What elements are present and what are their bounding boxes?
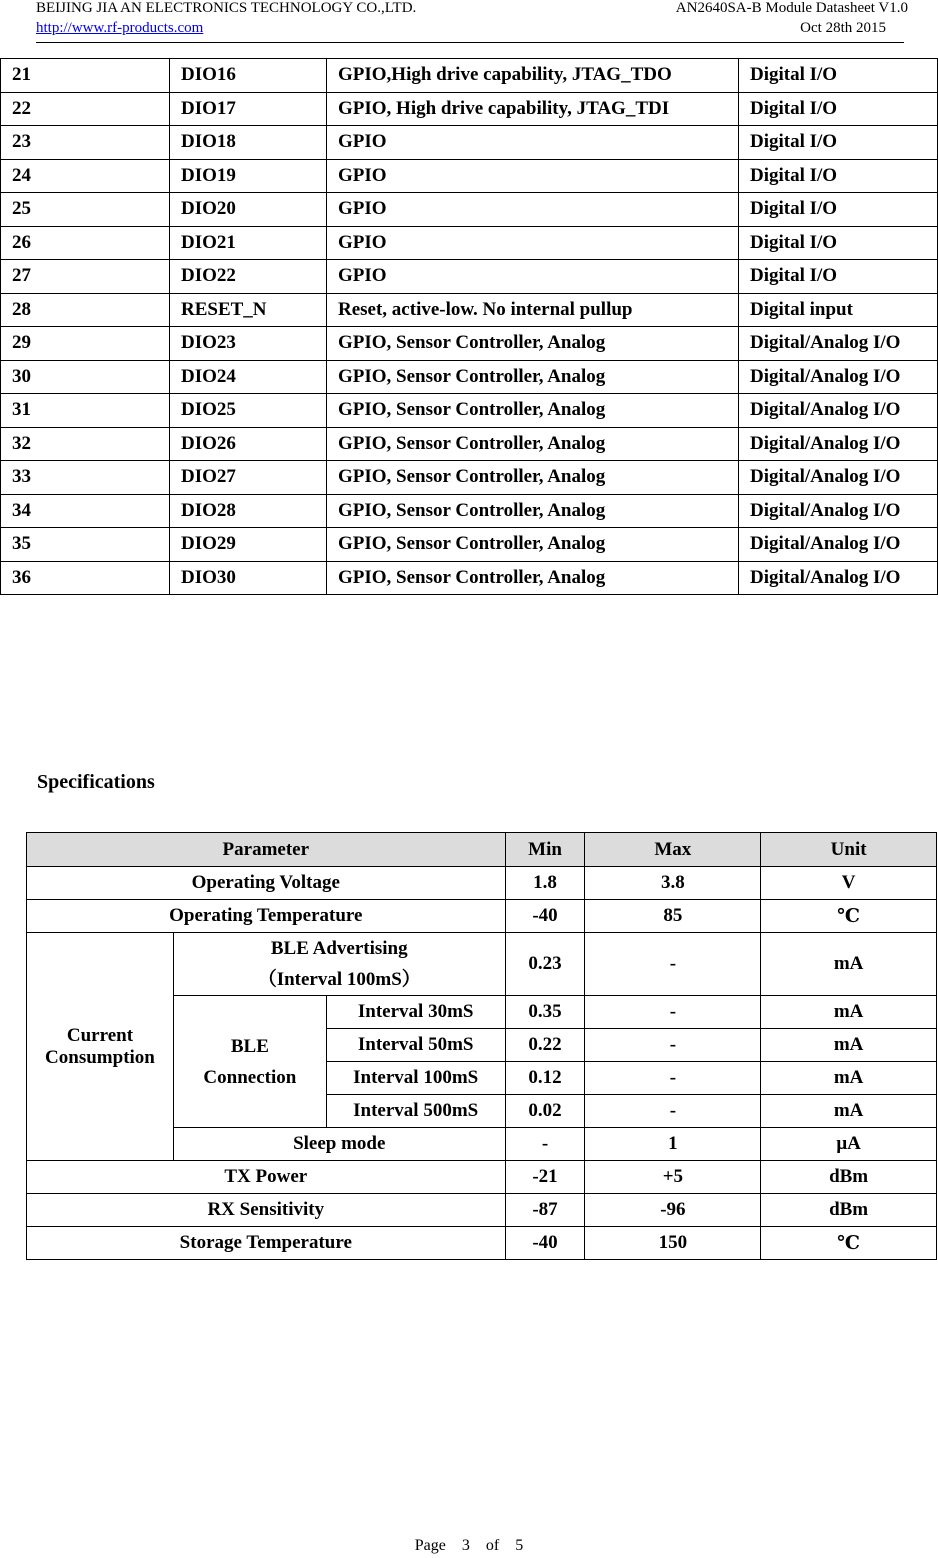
spec-max: - bbox=[585, 1062, 761, 1095]
spec-unit: μA bbox=[761, 1128, 937, 1161]
pin-description: GPIO, High drive capability, JTAG_TDI bbox=[327, 92, 739, 126]
spec-unit: dBm bbox=[761, 1194, 937, 1227]
spec-min: -40 bbox=[505, 1227, 585, 1260]
spec-min: 0.12 bbox=[505, 1062, 585, 1095]
of-label: of bbox=[485, 1537, 500, 1554]
pin-name: DIO20 bbox=[170, 193, 327, 227]
spec-unit: ℃ bbox=[761, 900, 937, 933]
spec-label: Operating Voltage bbox=[27, 867, 506, 900]
pin-description: GPIO, Sensor Controller, Analog bbox=[327, 394, 739, 428]
spec-row-storage-temperature bbox=[27, 1227, 937, 1260]
spec-max: - bbox=[585, 933, 761, 996]
pin-type: Digital/Analog I/O bbox=[739, 528, 938, 562]
spec-label: Interval 500mS bbox=[326, 1095, 505, 1128]
pin-row bbox=[1, 327, 938, 361]
spec-row-rx-sensitivity bbox=[27, 1194, 937, 1227]
spec-min: -87 bbox=[505, 1194, 585, 1227]
pin-row bbox=[1, 193, 938, 227]
pin-number: 34 bbox=[1, 494, 170, 528]
current-label-line2: Consumption bbox=[45, 1046, 155, 1068]
spec-label: RX Sensitivity bbox=[27, 1194, 506, 1227]
pin-type: Digital/Analog I/O bbox=[739, 561, 938, 595]
current-label-line1: Current bbox=[66, 1024, 134, 1046]
pin-description: GPIO, Sensor Controller, Analog bbox=[327, 494, 739, 528]
spec-row-operating-temperature bbox=[27, 900, 937, 933]
spec-max: 150 bbox=[585, 1227, 761, 1260]
header-max: Max bbox=[585, 833, 761, 867]
spec-label: Interval 30mS bbox=[326, 996, 505, 1029]
spec-max: - bbox=[585, 1029, 761, 1062]
pin-row bbox=[1, 427, 938, 461]
pin-number: 35 bbox=[1, 528, 170, 562]
pin-type: Digital/Analog I/O bbox=[739, 427, 938, 461]
pin-description: GPIO, Sensor Controller, Analog bbox=[327, 561, 739, 595]
pin-description: GPIO bbox=[327, 193, 739, 227]
pin-type: Digital I/O bbox=[739, 260, 938, 294]
spec-unit: mA bbox=[761, 1029, 937, 1062]
pin-type: Digital I/O bbox=[739, 59, 938, 93]
pin-number: 21 bbox=[1, 59, 170, 93]
page-label: Page bbox=[414, 1537, 446, 1554]
ble-advertising-label bbox=[173, 933, 505, 996]
pin-name: DIO22 bbox=[170, 260, 327, 294]
spec-min: 1.8 bbox=[505, 867, 585, 900]
pin-number: 28 bbox=[1, 293, 170, 327]
pin-name: DIO29 bbox=[170, 528, 327, 562]
pin-row bbox=[1, 159, 938, 193]
spec-label: Operating Temperature bbox=[27, 900, 506, 933]
spec-max: 3.8 bbox=[585, 867, 761, 900]
pin-row bbox=[1, 92, 938, 126]
pin-row bbox=[1, 394, 938, 428]
spec-unit: dBm bbox=[761, 1161, 937, 1194]
pin-row bbox=[1, 293, 938, 327]
pin-description: GPIO,High drive capability, JTAG_TDO bbox=[327, 59, 739, 93]
specifications-title: Specifications bbox=[37, 771, 155, 793]
pin-type: Digital I/O bbox=[739, 159, 938, 193]
pin-description: GPIO bbox=[327, 260, 739, 294]
ble-advertising-line2: （Interval 100mS） bbox=[257, 969, 421, 990]
spec-label: Interval 50mS bbox=[326, 1029, 505, 1062]
pin-description: Reset, active-low. No internal pullup bbox=[327, 293, 739, 327]
specifications-table bbox=[26, 832, 937, 1260]
spec-min: - bbox=[505, 1128, 585, 1161]
pin-description: GPIO, Sensor Controller, Analog bbox=[327, 528, 739, 562]
pin-type: Digital I/O bbox=[739, 126, 938, 160]
spec-min: 0.02 bbox=[505, 1095, 585, 1128]
current-consumption-label bbox=[27, 933, 174, 1161]
spec-header-row bbox=[27, 833, 937, 867]
spec-unit: mA bbox=[761, 933, 937, 996]
pin-description: GPIO, Sensor Controller, Analog bbox=[327, 427, 739, 461]
header-unit: Unit bbox=[761, 833, 937, 867]
pin-type: Digital/Analog I/O bbox=[739, 360, 938, 394]
spec-unit: mA bbox=[761, 1062, 937, 1095]
pin-number: 22 bbox=[1, 92, 170, 126]
spec-max: +5 bbox=[585, 1161, 761, 1194]
pin-number: 23 bbox=[1, 126, 170, 160]
pin-name: DIO30 bbox=[170, 561, 327, 595]
pin-row bbox=[1, 461, 938, 495]
document-title: AN2640SA-B Module Datasheet V1.0 bbox=[675, 0, 908, 16]
spec-unit: mA bbox=[761, 1095, 937, 1128]
spec-row-tx-power bbox=[27, 1161, 937, 1194]
pin-name: DIO19 bbox=[170, 159, 327, 193]
page-number: 3 bbox=[461, 1537, 470, 1554]
spec-max: - bbox=[585, 1095, 761, 1128]
pin-type: Digital/Analog I/O bbox=[739, 327, 938, 361]
pin-row bbox=[1, 59, 938, 93]
pin-type: Digital input bbox=[739, 293, 938, 327]
pin-number: 31 bbox=[1, 394, 170, 428]
header-min: Min bbox=[505, 833, 585, 867]
pin-description: GPIO, Sensor Controller, Analog bbox=[327, 461, 739, 495]
spec-unit: ℃ bbox=[761, 1227, 937, 1260]
document-date: Oct 28th 2015 bbox=[800, 20, 886, 36]
pin-type: Digital I/O bbox=[739, 193, 938, 227]
page-header bbox=[36, 0, 908, 43]
pin-row bbox=[1, 561, 938, 595]
pin-description: GPIO bbox=[327, 159, 739, 193]
page-footer bbox=[0, 1537, 938, 1555]
pin-name: DIO26 bbox=[170, 427, 327, 461]
ble-connection-label bbox=[173, 996, 326, 1128]
pin-description: GPIO, Sensor Controller, Analog bbox=[327, 360, 739, 394]
pin-type: Digital/Analog I/O bbox=[739, 461, 938, 495]
spec-min: -21 bbox=[505, 1161, 585, 1194]
spec-max: -96 bbox=[585, 1194, 761, 1227]
company-url-link[interactable]: http://www.rf-products.com bbox=[36, 20, 204, 36]
ble-connection-line2: Connection bbox=[203, 1066, 297, 1088]
pin-name: DIO27 bbox=[170, 461, 327, 495]
pin-row bbox=[1, 126, 938, 160]
header-parameter: Parameter bbox=[27, 833, 506, 867]
pin-number: 33 bbox=[1, 461, 170, 495]
pin-number: 29 bbox=[1, 327, 170, 361]
pin-name: DIO18 bbox=[170, 126, 327, 160]
pin-number: 32 bbox=[1, 427, 170, 461]
ble-connection-line1: BLE bbox=[230, 1035, 269, 1057]
page-total: 5 bbox=[515, 1537, 524, 1554]
spec-max: 85 bbox=[585, 900, 761, 933]
spec-min: 0.35 bbox=[505, 996, 585, 1029]
pin-type: Digital/Analog I/O bbox=[739, 394, 938, 428]
pin-name: RESET_N bbox=[170, 293, 327, 327]
spec-min: 0.22 bbox=[505, 1029, 585, 1062]
pin-row bbox=[1, 528, 938, 562]
spec-min: -40 bbox=[505, 900, 585, 933]
pin-type: Digital I/O bbox=[739, 226, 938, 260]
pin-number: 36 bbox=[1, 561, 170, 595]
pin-number: 24 bbox=[1, 159, 170, 193]
spec-row-operating-voltage bbox=[27, 867, 937, 900]
pin-type: Digital/Analog I/O bbox=[739, 494, 938, 528]
pin-number: 26 bbox=[1, 226, 170, 260]
spec-max: - bbox=[585, 996, 761, 1029]
ble-advertising-line1: BLE Advertising bbox=[270, 938, 408, 959]
spec-label: Interval 100mS bbox=[326, 1062, 505, 1095]
spec-unit: V bbox=[761, 867, 937, 900]
pin-number: 30 bbox=[1, 360, 170, 394]
spec-label: Sleep mode bbox=[173, 1128, 505, 1161]
pin-name: DIO28 bbox=[170, 494, 327, 528]
spec-unit: mA bbox=[761, 996, 937, 1029]
spec-row-ble-advertising bbox=[27, 933, 937, 996]
pin-row bbox=[1, 360, 938, 394]
pin-name: DIO24 bbox=[170, 360, 327, 394]
spec-min: 0.23 bbox=[505, 933, 585, 996]
spec-max: 1 bbox=[585, 1128, 761, 1161]
pin-type: Digital I/O bbox=[739, 92, 938, 126]
spec-label: TX Power bbox=[27, 1161, 506, 1194]
pin-description: GPIO, Sensor Controller, Analog bbox=[327, 327, 739, 361]
pin-description: GPIO bbox=[327, 226, 739, 260]
pin-number: 27 bbox=[1, 260, 170, 294]
pin-name: DIO23 bbox=[170, 327, 327, 361]
pin-description: GPIO bbox=[327, 126, 739, 160]
pin-row bbox=[1, 494, 938, 528]
pin-number: 25 bbox=[1, 193, 170, 227]
pin-name: DIO16 bbox=[170, 59, 327, 93]
pin-name: DIO17 bbox=[170, 92, 327, 126]
pin-table bbox=[0, 58, 938, 595]
pin-row bbox=[1, 226, 938, 260]
spec-label: Storage Temperature bbox=[27, 1227, 506, 1260]
company-name: BEIJING JIA AN ELECTRONICS TECHNOLOGY CO.,LTD. bbox=[36, 0, 417, 16]
pin-name: DIO21 bbox=[170, 226, 327, 260]
pin-row bbox=[1, 260, 938, 294]
pin-name: DIO25 bbox=[170, 394, 327, 428]
